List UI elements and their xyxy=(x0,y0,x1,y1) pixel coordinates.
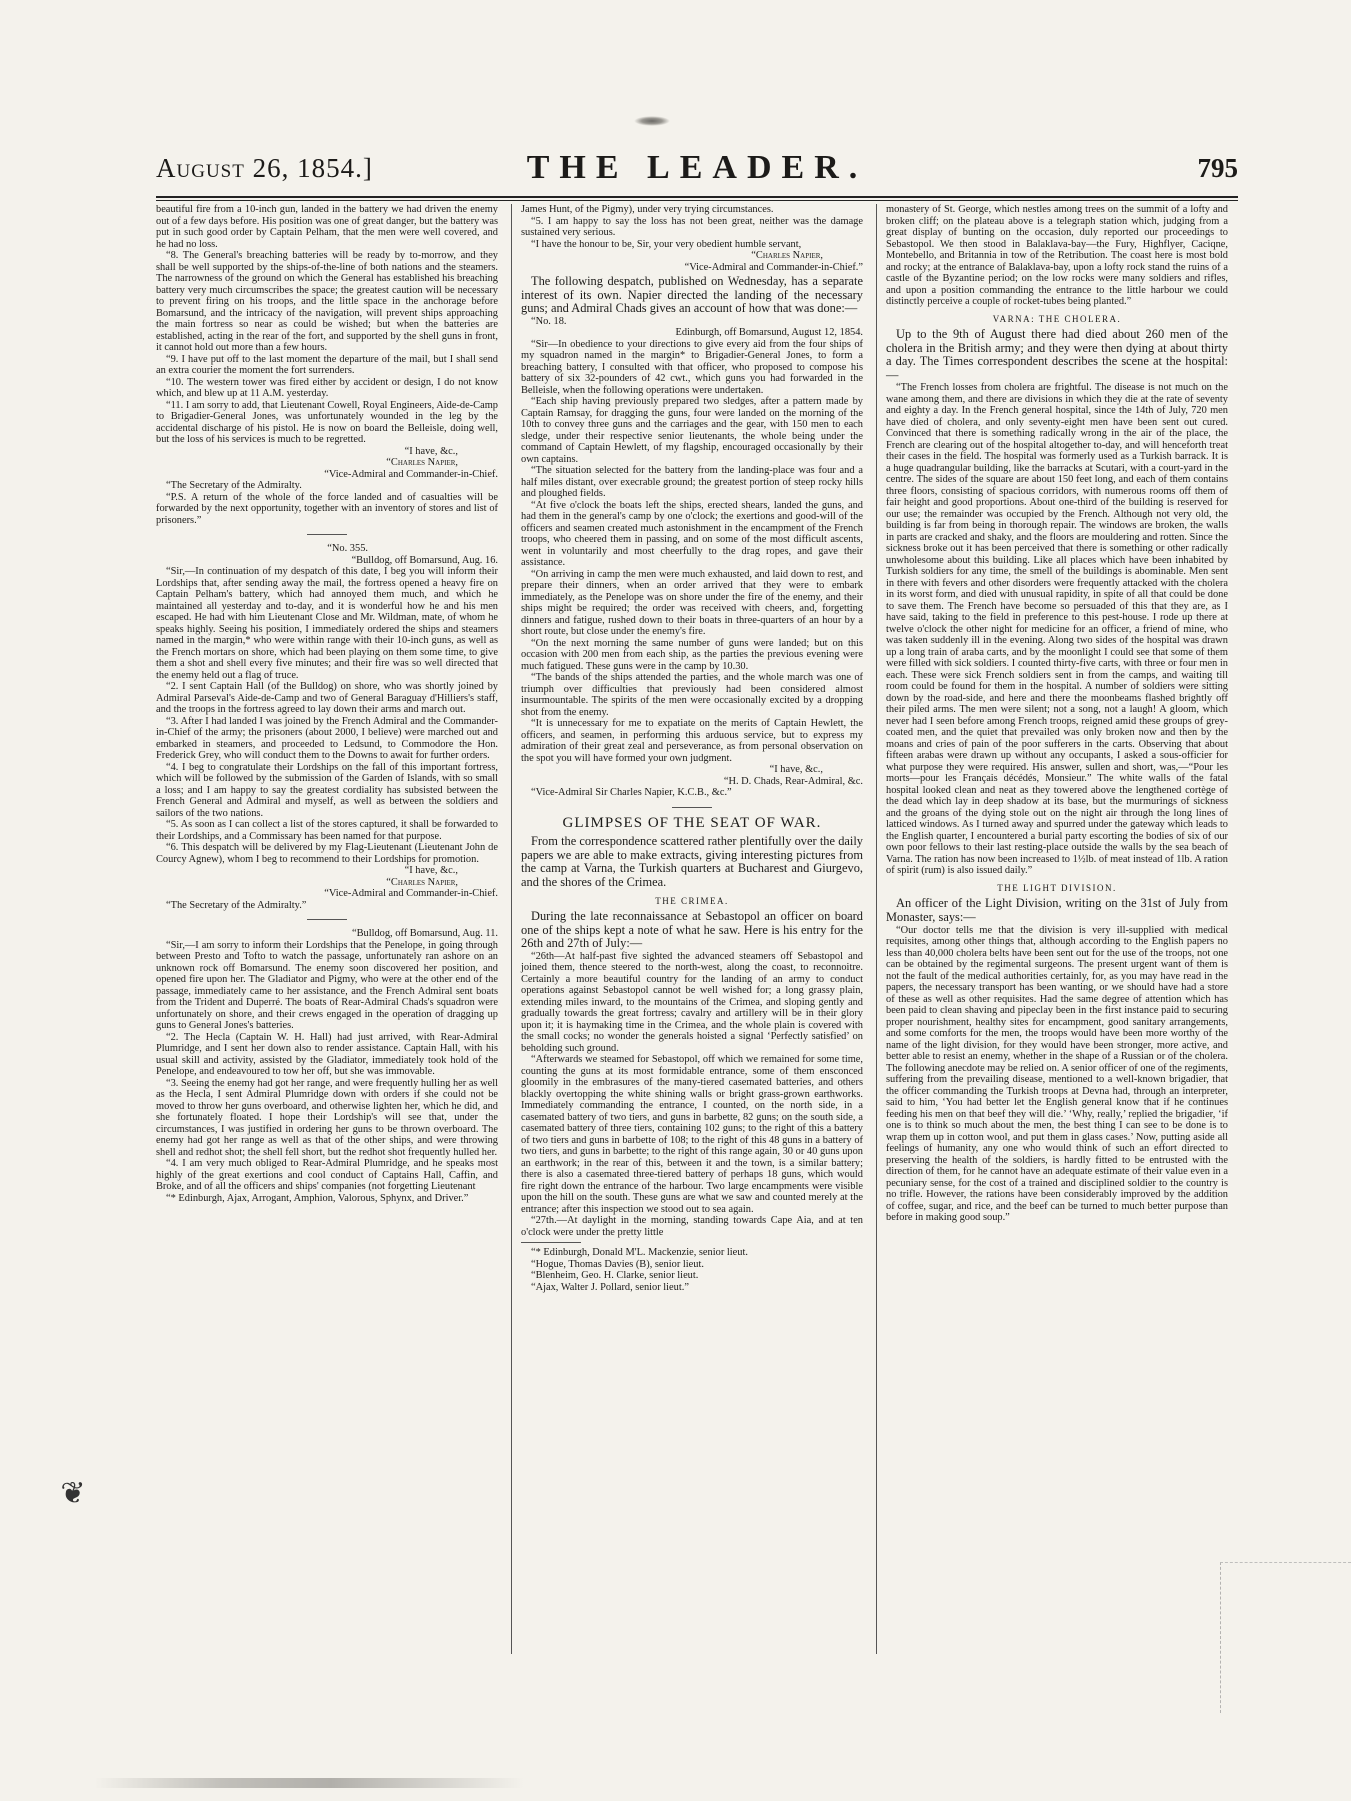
sub-heading: THE LIGHT DIVISION. xyxy=(997,882,1117,893)
sub-heading: VARNA: THE CHOLERA. xyxy=(992,313,1122,324)
paragraph: “Our doctor tells me that the division is very ill-supplied with medical requisites, among other things that, although according to the English papers no less than 40,000 cholera belts have been sent out for the use of the troops, not one can be obtained by the regimental surgeons. The present urgent want of them is not the fault of the medical authorities certainly, for, as you may have read in the papers, the necessary transport has been wanting, or we should have had a store of these as well as other requisites. Had the same degree of attention which has been paid to clean shaving and pipeclay been in the first instance paid to securing proper nourishment, healthy sites for encampment, good sanitary arrangements, and some comforts for the men, the troops would have been more worthy of the name of the light division, for they would have been stronger, more active, and better able to resist an enemy, whether in the shape of a Russian or of the cholera. The following anecdote may be relied on. A senior officer of one of the regiments, suffering from the prevailing disease, mentioned to a well-known brigadier, that the officer commanding the Turkish troops at Devna had, through an interpreter, said to him, ‘You had better let the English general know that if he continues feeding his men on that beef they will die.’ ‘Why, really,’ replied the brigadier, ‘if one is to think so much about the men, the best thing I can see to be done is to wrap them up in cotton wool, and put them in glass cases.’ Now, putting aside all feelings of humanity, any one who would think of such an effort directed to preserving the health of the soldiers, is hardly fitted to be entrusted with the direction of them, for he cannot have an adequate estimate of their value even in a pecuniary sense, for the cost of a trained and disciplined soldier to the country is no trifle. However, the rations have been considerably improved by the addition of coffee, sugar, and rice, and the beef can be turned to much better purpose than before in making good soup.” xyxy=(886,924,1229,1224)
column-1 xyxy=(156,204,498,1204)
page-number: 795 xyxy=(1197,153,1238,183)
paragraph: “Sir,—In continuation of my despatch of this date, I beg you will inform their Lordships that, after sending away the mail, the fortress opened a heavy fire on Captain Pelham's battery, which had annoyed them much, and which he maintained all yesterday and to-day, and it is wonderful how he and his men escaped. He had with him Lieutenant Close and Mr. Wildman, mate, of whom he speaks highly. Seeing his position, I immediately ordered the ships and steamers named in the margin,* who were within range with their 10-inch guns, as well as the French mortars on shore, which had been playing on them some time, to give them a shot and shell every five minutes; and their fire was so well directed that the enemy held out a flag of truce. xyxy=(156,566,498,681)
footnote: “Ajax, Walter J. Pollard, senior lieut.” xyxy=(531,1281,689,1293)
paragraph: beautiful fire from a 10-inch gun, landed in the battery we had driven the enemy out of a few days before. His position was one of great danger, but the battery was put in such good order by Captain Pelham, that the men were well covered, and he had no loss. xyxy=(156,204,498,250)
paragraph: “Sir,—I am sorry to inform their Lordships that the Penelope, in going through between Presto and Tofto to watch the passage, unfortunately ran ashore on an unknown rock off Bomarsund. The enemy soon discovered her position, and opened fire upon her. The Gladiator and Pigmy, who were at the other end of the passage, immediately came to her assistance, and the French Admiral sent boats from the Trident and Duperré. The boats of Rear-Admiral Chads's squadron were unfortunately on shore, and their crews engaged in the operation of dragging up guns to General Jones's batteries. xyxy=(156,939,498,1031)
signature-name: “Charles Napier, xyxy=(386,457,458,468)
postscript: “P.S. A return of the whole of the force landed and of casualties will be forwarded by the next opportunity, together with an inventory of stores and list of prisoners.” xyxy=(156,491,498,526)
signature-line: “I have, &c., xyxy=(404,865,458,876)
sub-heading: THE CRIMEA. xyxy=(655,895,729,906)
paragraph: “5. As soon as I can collect a list of the stores captured, it shall be forwarded to their Lordships, and a Commissary has been named for that purpose. xyxy=(156,819,498,842)
paragraph: “8. The General's breaching batteries will be ready by to-morrow, and they shall be well supported by the ships-of-the-line of both nations and the steamers. The narrowness of the ground on which the General has established his breaching battery very much circumscribes the space; the greatest caution will be necessary to prevent firing on his troops, and the little space in the anchorage before Bomarsund, and the intricacy of the navigation, will prevent ships approaching the main fortress so near as could be wished; but when the batteries are established, acting in the rear of the fort, and supported by the shell guns in front, it cannot hold out more than a few hours. xyxy=(156,250,498,353)
addressee: “The Secretary of the Admiralty. xyxy=(166,480,302,491)
paragraph: “Afterwards we steamed for Sebastopol, off which we remained for some time, counting the guns at its most formidable entrance, some of them ensconced gloomily in the embrasures of the many-tiered casemated batteries, and others blackly overtopping the white shining walls or bright grass-grown earthworks. Immediately commanding the entrance, I counted, on the north side, in a casemated battery of two tiers, and guns in barbette, 82 guns; on the south side, a casemated battery of three tiers, containing 102 guns; to the right of this a battery of two tiers and guns in barbette of 108; to the right of this 48 guns in a battery of two tiers, and guns in barbette; to the right of this range again, 30 or 40 guns upon an earthwork; in the rear of this, between it and the town, is a similar battery; there is also a casemated three-tiered battery of perhaps 18 guns, which would fire right down the entrance of the harbour. Two large encampments were visible upon the hill on the south. These guns are what we saw and counted merely at the entrance; after this inspection we stood out to sea again. xyxy=(521,1054,863,1215)
column-3 xyxy=(886,204,1228,1224)
paragraph: “Each ship having previously prepared two sledges, after a pattern made by Captain Ramsay, for dragging the guns, four were landed on the morning of the 10th to convey three guns and the carriages and the gear, with 150 men to each sledge, under their respective senior lieutenants, the whole being under the command of Captain Hewlett, of my flagship, encouraged occasionally by their own captains. xyxy=(521,396,863,465)
column-2 xyxy=(521,204,863,1293)
paragraph: “2. I sent Captain Hall (of the Bulldog) on shore, who was shortly joined by Admiral Parseval's Aide-de-Camp and two of General Baraguay d'Hilliers's staff, and the troops in the fortress agreed to lay down their arms and march out. xyxy=(156,681,498,715)
paragraph: “5. I am happy to say the loss has not been great, neither was the damage sustained very serious. xyxy=(521,215,863,238)
paragraph: “It is unnecessary for me to expatiate on the merits of Captain Hewlett, the officers, and seamen, in performing this arduous service, but to express my admiration of their great zeal and perseverance, as from personal observation on the spot you will have formed your own judgment. xyxy=(521,718,863,764)
issue-date: August 26, 1854.] xyxy=(156,153,373,183)
bottom-smudge xyxy=(94,1778,524,1788)
paragraph: “6. This despatch will be delivered by my Flag-Lieutenant (Lieutenant John de Courcy Agnew), whom I beg to recommend to their Lordships for promotion. xyxy=(156,842,498,865)
paragraph: “On the next morning the same number of guns were landed; but on this occasion with 200 men from each ship, as the parties the previous evening were much fatigued. These guns were in the camp by 10.30. xyxy=(521,637,863,672)
paragraph: James Hunt, of the Pigmy), under very trying circumstances. xyxy=(521,204,774,215)
intro-paragraph: An officer of the Light Division, writing on the 31st of July from Monaster, says:— xyxy=(886,896,1228,924)
dateline: “Bulldog, off Bomarsund, Aug. 16. xyxy=(351,554,498,566)
section-heading: GLIMPSES OF THE SEAT OF WAR. xyxy=(562,814,822,831)
paragraph: “4. I beg to congratulate their Lordships on the fall of this important fortress, which will be followed by the submission of the Garden of Islands, with so small a loss; and I am happy to say the greatest cordiality has subsisted between the French General and Admiral and myself, as well as between the soldiers and sailors of the two nations. xyxy=(156,761,498,819)
section-rule xyxy=(307,919,347,920)
intro-paragraph: During the late reconnaissance at Sebastopol an officer on board one of the ships kept a note of what he saw. Here is his entry for the 26th and 27th of July:— xyxy=(521,909,863,951)
column-divider xyxy=(876,204,877,1654)
paragraph: “11. I am sorry to add, that Lieutenant Cowell, Royal Engineers, Aide-de-Camp to Brigadier-General Jones, was unfortunately wounded in the leg by the accidental discharge of his pistol. He is now on board the Belleisle, doing well, but the loss of his services is much to be regretted. xyxy=(156,399,498,445)
paragraph: “26th—At half-past five sighted the advanced steamers off Sebastopol and joined them, thence steered to the north-west, along the coast, to reconnoitre. Certainly a more beautiful country for the landing of an army to conduct operations against Sebastopol cannot be well wished for; a long grassy plain, extending miles inward, to the mountains of the Crimea, and sloping gently and gradually towards the great fortress; cavalry and artillery will be in their glory upon it; it is haymaking time in the Crimea, and the whole plain is covered with the small cocks; no wonder the generals hoisted a signal ‘Perfectly satisfied’ on beholding such ground. xyxy=(521,950,863,1054)
paragraph: “Sir—In obedience to your directions to give every aid from the four ships of my squadron named in the margin* to Brigadier-General Jones, to form a breaching battery, I consulted with that officer, who proposed to compose his battery of six 32-pounders of 42 cwt., which guns you had forwarded in the Belleisle, when the following operations were undertaken. xyxy=(521,338,863,396)
paragraph: “2. The Hecla (Captain W. H. Hall) had just arrived, with Rear-Admiral Plumridge, and I sent her down also to render assistance. Captain Hall, with his usual skill and activity, assisted by the Gladiator, immediately took hold of the Penelope, and endeavoured to tow her off, but she was immovable. xyxy=(156,1031,498,1077)
signature-name: “Charles Napier, xyxy=(751,250,823,261)
dateline: “Bulldog, off Bomarsund, Aug. 11. xyxy=(351,928,498,939)
paragraph: “3. Seeing the enemy had got her range, and were frequently hulling her as well as the Hecla, I sent Admiral Plumridge down with orders if she could not be moved to throw her guns overboard, and otherwise lighten her, which he did, and she fortunately floated. I hope their Lordship's will see that, under the circumstances, I was justified in ordering her guns to be thrown overboard. The enemy had got her range as well as that of the other ships, and were throwing shell and redhot shot; the shell fell short, but the redhot shot frequently hulled her. xyxy=(156,1077,498,1158)
paragraph: “27th.—At daylight in the morning, standing towards Cape Aia, and at ten o'clock were under the pretty little xyxy=(521,1215,863,1238)
signature-name: “H. D. Chads, Rear-Admiral, &c. xyxy=(723,775,863,787)
addressee: “Vice-Admiral Sir Charles Napier, K.C.B., &c.” xyxy=(531,787,732,799)
paragraph: “4. I am very much obliged to Rear-Admiral Plumridge, and he speaks most highly of the great exertions and cool conduct of Captains Hall, Caffin, and Broke, and of all the officers and ships' companies (not forgetting Lieutenant xyxy=(156,1158,498,1192)
paragraph: “The situation selected for the battery from the landing-place was four and a half miles distant, over execrable ground; the greatest portion of steep rocky hills and ploughed fields. xyxy=(521,465,863,500)
footnote-rule xyxy=(521,1242,581,1243)
paragraph: “10. The western tower was fired either by accident or design, I do not know which, and blew up at 11 A.M. yesterday. xyxy=(156,376,498,399)
footnote: “Blenheim, Geo. H. Clarke, senior lieut. xyxy=(531,1270,699,1282)
paragraph: “At five o'clock the boats left the ships, erected shears, landed the guns, and had them in the general's camp by one o'clock; the exertions and good-will of the officers and seamen created much astonishment in the encampment of the French troops, who cheered them in passing, and on some of the most difficult ascents, went in voluntarily and most cheerfully to the drag ropes, and gave their assistance. xyxy=(521,499,863,569)
signature-title: “Vice-Admiral and Commander-in-Chief. xyxy=(324,468,498,480)
intro-paragraph: The following despatch, published on Wednesday, has a separate interest of its own. Napier directed the landing of the necessary guns; and Admiral Chads gives an account of how that was done:— xyxy=(521,274,863,316)
paragraph: “3. After I had landed I was joined by the French Admiral and the Commander-in-Chief of the army; the prisoners (about 2000, I believe) were marched out and embarked in steamers, and proceeded to Ledsund, to Commodore the Hon. Frederick Grey, who will conduct them to the Downs to await for further orders. xyxy=(156,715,498,761)
signature-title: “Vice-Admiral and Commander-in-Chief.” xyxy=(684,261,863,273)
signature-name: “Charles Napier, xyxy=(386,876,458,888)
dateline: Edinburgh, off Bomarsund, August 12, 1854. xyxy=(675,327,863,339)
paragraph: “9. I have put off to the last moment the departure of the mail, but I shall send an extra courier the moment the fort surrenders. xyxy=(156,353,498,376)
paragraph: “I have the honour to be, Sir, your very obedient humble servant, xyxy=(531,238,802,250)
ornament-smudge xyxy=(634,116,670,126)
paragraph: “On arriving in camp the men were much exhausted, and laid down to rest, and prepare their dinners, when an order arrived that they were to embark immediately, as the Penelope was on shore under the fire of the enemy, and their ships might be required; the order was received with cheers, and, forgetting dinners and fatigue, rushed down to their boats in three-quarters of an hour by a short route, but close under the enemy's fire. xyxy=(521,568,863,638)
paper-title: THE LEADER. xyxy=(526,149,868,186)
intro-paragraph: Up to the 9th of August there had died about 260 men of the cholera in the British army; and they were then dying at about thirty a day. The Times correspondent describes the scene at the hospital:— xyxy=(886,327,1228,382)
header-rule xyxy=(156,196,1238,201)
section-rule xyxy=(307,534,347,535)
masthead xyxy=(156,145,1238,195)
footnote: “Hogue, Thomas Davies (B), senior lieut. xyxy=(531,1258,704,1270)
torn-corner xyxy=(1220,1562,1351,1713)
addressee: “The Secretary of the Admiralty.” xyxy=(166,899,307,911)
despatch-number: “No. 355. xyxy=(327,543,368,554)
paragraph: “The French losses from cholera are frightful. The disease is not much on the wane among them, and there are divisions in which they die at the rate of seventy and eighty a day. In the French general hospital, since the 14th of July, 720 men have died of cholera, and only seventy-eight men have been sent out cured. Convinced that there is something radically wrong in the air of the place, the French are clearing out of the hospital altogether to-day, and will henceforth treat their cases in the field. The hospital was formerly used as a Turkish barrack. It is a huge quadrangular building, like the barracks at Scutari, with a court-yard in the centre. The sides of the square are about 150 feet long, and each of them contains three floors, consisting of spacious corridors, with numerous rooms off them of fair height and good proportions. About one-third of the building is reserved for our use; the remainder was occupied by the French. Although not very old, the building is far from being in thorough repair. The windows are broken, the walls in parts are cracked and shaky, and the floors are mouldering and rotten. Since the sickness broke out it has been perceived that there is something or other radically unwholesome about this building. Like all places which have been inhabited by Turkish soldiers for any time, the smell of the buildings is abominable. Men sent in there with fevers and other disorders were frequently attacked with the cholera in its worst form, and died with unusual rapidity, in spite of all that could be done to save them. The French have become so persuaded of this that they are, as I have said, taking to the field in preference to this pest-house. I rode up there at twelve o'clock the other night for medicine for an officer, a friend of mine, who was taken suddenly ill in the evening. Along two sides of the hospital was drawn up a long train of araba carts, and by the moonlight I could see that some of them were filled with sick soldiers. I counted thirty-five carts, with three or four men in each. These were sick French soldiers sent in from the camps, and waiting till room could be found for them in the hospital. A number of soldiers were sitting down by the road-side, and here and there the moonbeams flashed brightly off their piled arms. The men were silent; not a song, not a laugh! A gloom, which never had I seen before among French troops, reigned amid these groups of grey-coated men, and the quiet that prevailed was only broken now and then by the moans and cries of pain of the poor sufferers in the carts. Observing that about fifteen arabas were drawn up without any occupants, I asked a sous-officier for what purpose they were required. His answer, sullen and short, was,—“Pour les morts—pour les Français décédés, Monsieur.” The white walls of the fatal hospital looked clean and neat as they towered above the lengthened cortège of the dead which lay in deep shadow at its base, but the murmurings of sickness and the groans of the dying stole out on the night air through the long lines of latticed windows. As I turned away and spurred under the gateway which leads to the English quarter, I encountered a burial party escorting the bodies of six of our own poor fellows to their last resting-place outside the walls by the sea beach of Varna. The ration has now been increased to 1½lb. of meat instead of 1lb. A ration of spirit (rum) is also issued daily.” xyxy=(886,382,1228,877)
signature-line: “I have, &c., xyxy=(769,764,823,776)
margin-mark-icon: ❦ xyxy=(60,1477,86,1510)
signature-title: “Vice-Admiral and Commander-in-Chief. xyxy=(324,888,498,899)
footnote: “* Edinburgh, Donald M'L. Mackenzie, senior lieut. xyxy=(531,1247,748,1259)
paragraph: “The bands of the ships attended the parties, and the whole march was one of triumph over difficulties that previously had been considered almost insurmountable. The spirits of the men were occasionally excited by a dropping shot from the enemy. xyxy=(521,672,863,718)
paragraph: monastery of St. George, which nestles among trees on the summit of a lofty and broken cliff; on the plateau above is a telegraph station which, judging from a great display of bunting on the occasion, duly reported our proceedings to Sebastopol. We then stood in Balaklava-bay—the Fury, Highflyer, Caciqne, Montebello, and Britannia in tow of the Retribution. The coast here is most bold and rocky; at the entrance of Balaklava-bay, upon a lofty rock stand the ruins of a castle of the Byzantine period; on the low rocks were many soldiers and rifles, and upon a position commanding the entrance to the little harbour we could distinctly perceive a couple of rocket-tubes being planted.” xyxy=(886,204,1228,307)
section-rule xyxy=(672,807,712,808)
signature-line: “I have, &c., xyxy=(404,445,458,457)
footnote: “* Edinburgh, Ajax, Arrogant, Amphion, Valorous, Sphynx, and Driver.” xyxy=(166,1192,469,1204)
despatch-number: “No. 18. xyxy=(531,315,567,327)
intro-paragraph: From the correspondence scattered rather plentifully over the daily papers we are able to make extracts, giving interesting pictures from the camp at Varna, the Turkish quarters at Bucharest and Giurgevo, and the shores of the Crimea. xyxy=(521,834,863,890)
column-divider xyxy=(511,204,512,1654)
